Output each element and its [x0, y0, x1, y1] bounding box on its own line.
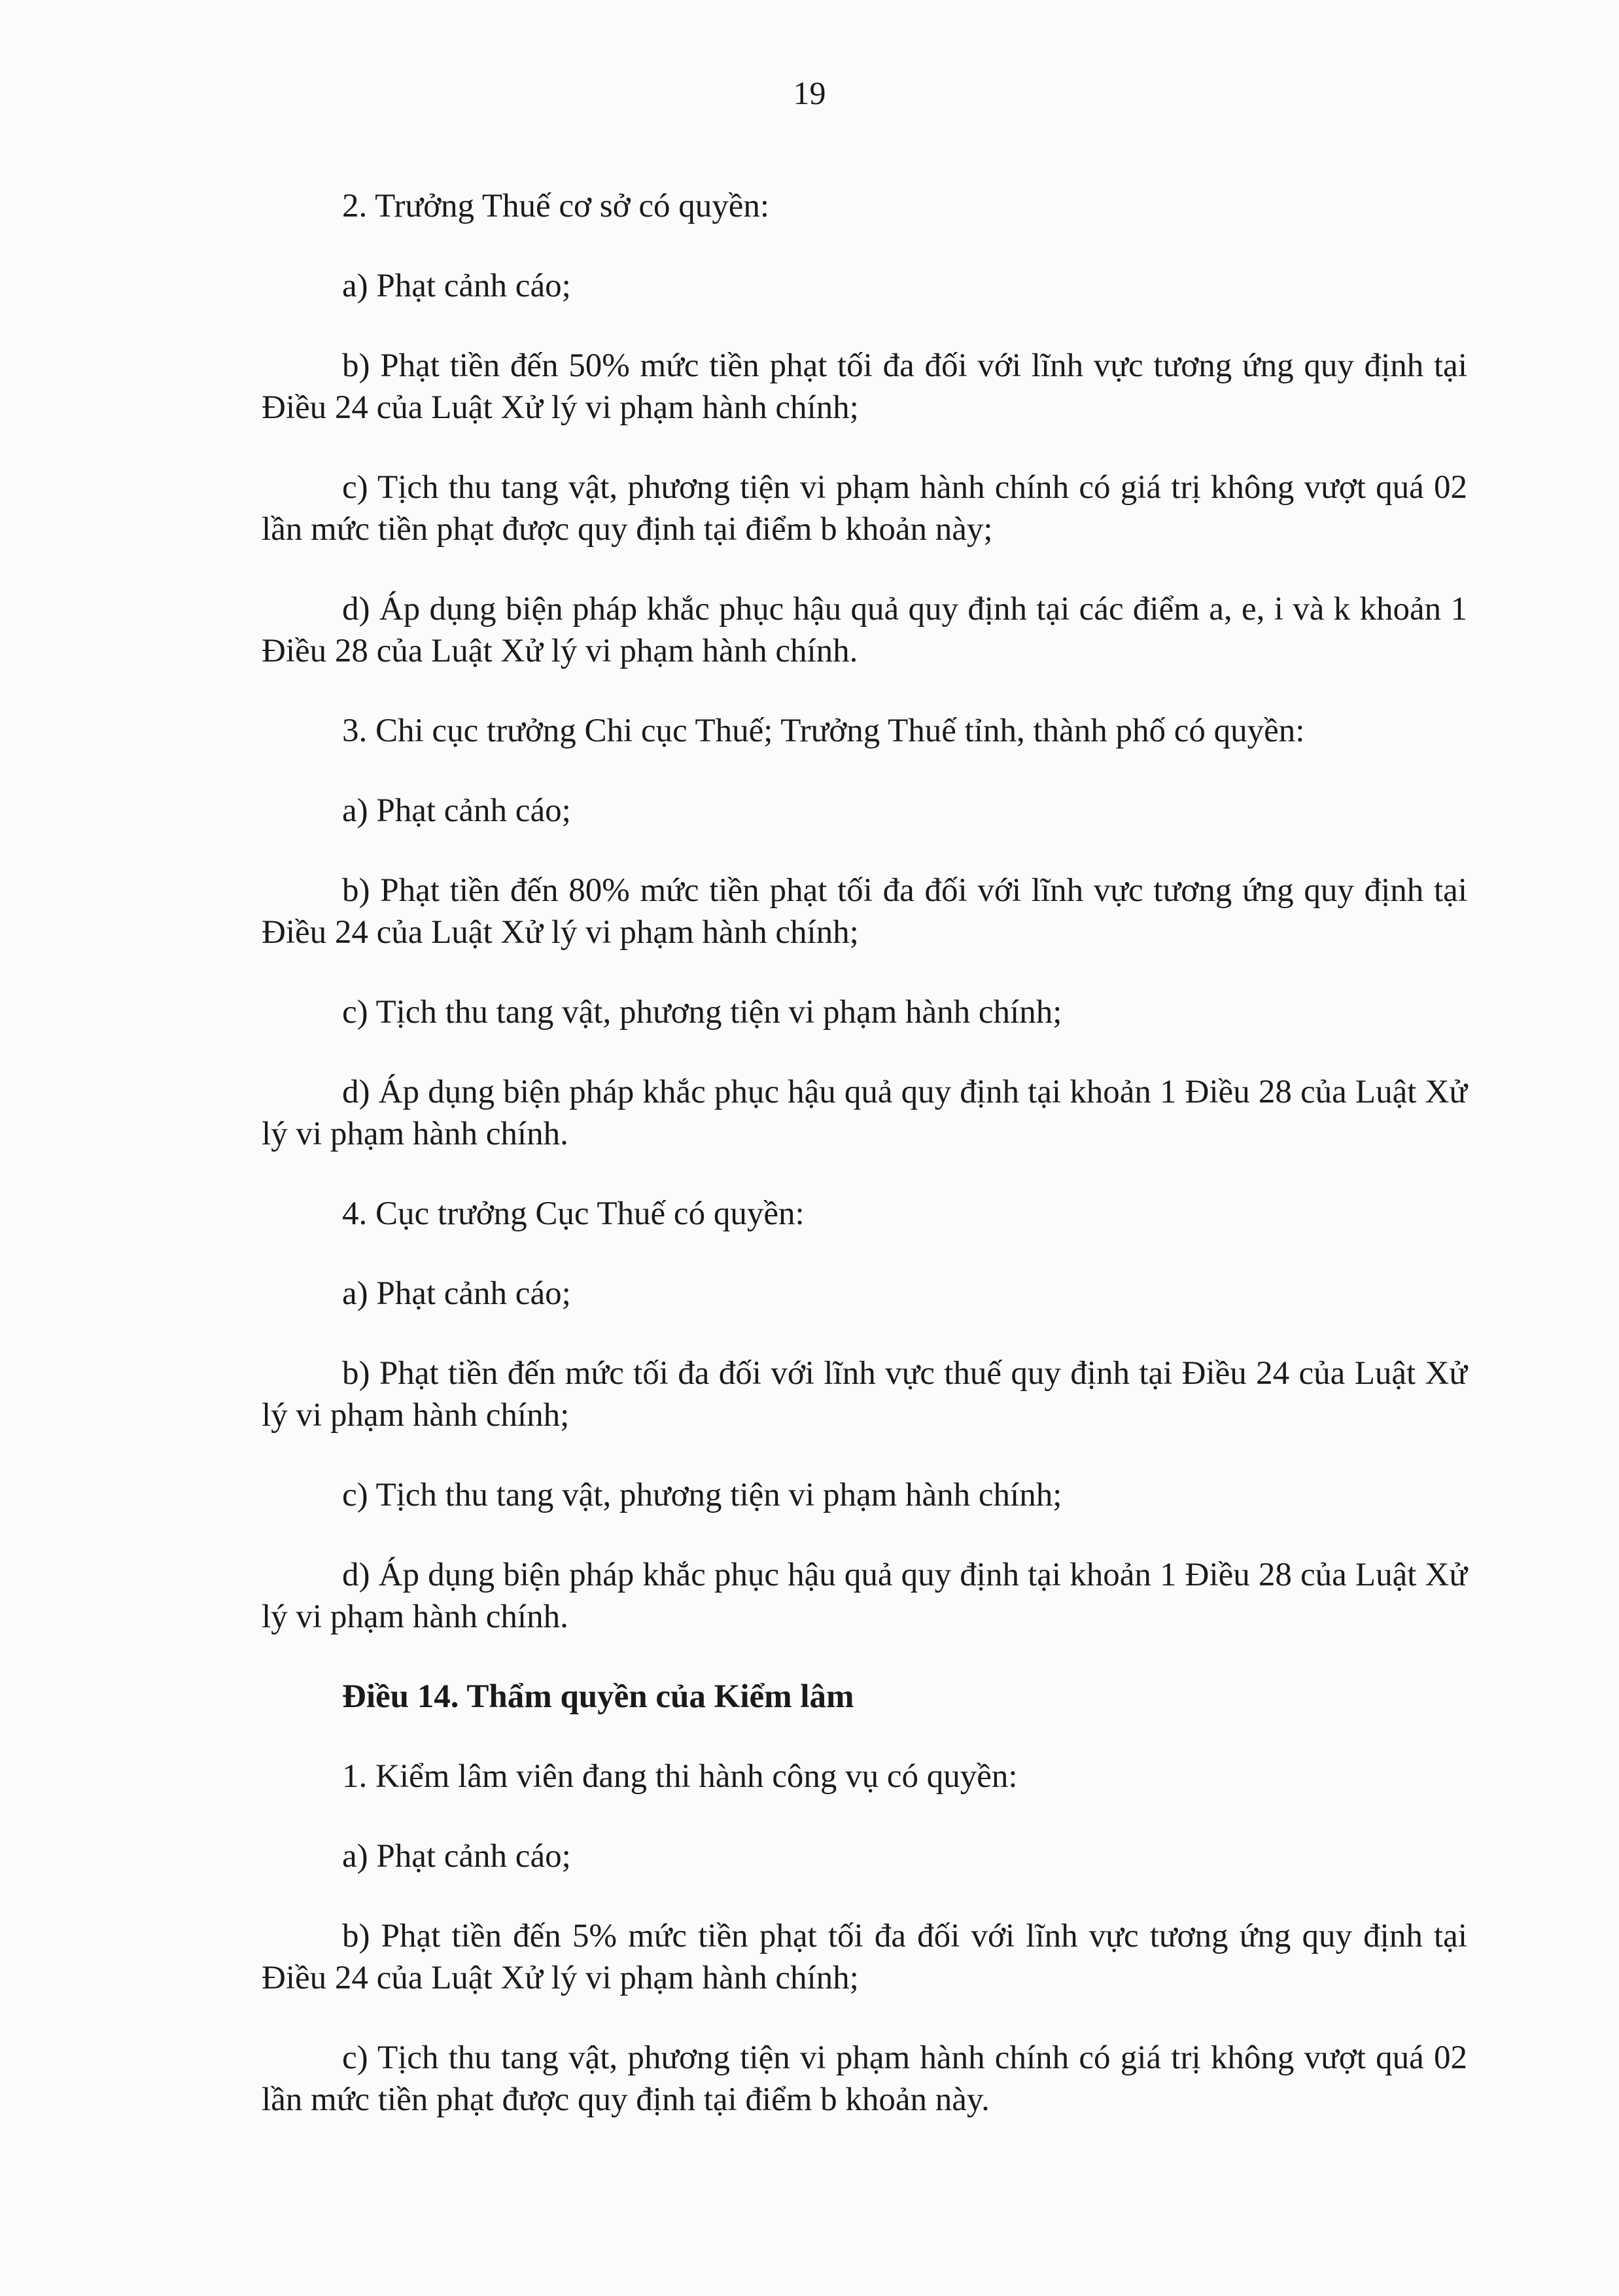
- document-body: [262, 185, 1467, 2159]
- paragraph-article-14-clause-1a: a) Phạt cảnh cáo;: [342, 1838, 571, 1875]
- paragraph-clause-4a: a) Phạt cảnh cáo;: [342, 1275, 571, 1312]
- paragraph-clause-3b: b) Phạt tiền đến 80% mức tiền phạt tối đa đối với lĩnh vực tương ứng quy định tại Điều 24 của Luật Xử lý vi phạm hành chính;: [262, 872, 1467, 951]
- article-14-heading: Điều 14. Thẩm quyền của Kiểm lâm: [342, 1678, 854, 1715]
- paragraph-clause-4: 4. Cục trưởng Cục Thuế có quyền:: [342, 1195, 805, 1232]
- paragraph-clause-3c: c) Tịch thu tang vật, phương tiện vi phạm hành chính;: [342, 994, 1062, 1031]
- paragraph-clause-3: 3. Chi cục trưởng Chi cục Thuế; Trưởng Thuế tỉnh, thành phố có quyền:: [342, 713, 1305, 749]
- paragraph-article-14-clause-1: 1. Kiểm lâm viên đang thi hành công vụ có quyền:: [342, 1758, 1018, 1795]
- paragraph-article-14-clause-1c: c) Tịch thu tang vật, phương tiện vi phạm hành chính có giá trị không vượt quá 02 lần mức tiền phạt được quy định tại điểm b khoản này.: [262, 2040, 1467, 2118]
- paragraph-clause-2a: a) Phạt cảnh cáo;: [342, 268, 571, 304]
- paragraph-clause-2d: d) Áp dụng biện pháp khắc phục hậu quả quy định tại các điểm a, e, i và k khoản 1 Điều 28 của Luật Xử lý vi phạm hành chính.: [262, 591, 1467, 669]
- paragraph-clause-4d: d) Áp dụng biện pháp khắc phục hậu quả quy định tại khoản 1 Điều 28 của Luật Xử lý vi phạm hành chính.: [262, 1557, 1467, 1635]
- paragraph-clause-2b: b) Phạt tiền đến 50% mức tiền phạt tối đa đối với lĩnh vực tương ứng quy định tại Điều 24 của Luật Xử lý vi phạm hành chính;: [262, 347, 1467, 426]
- paragraph-clause-4c: c) Tịch thu tang vật, phương tiện vi phạm hành chính;: [342, 1477, 1062, 1513]
- paragraph-clause-3d: d) Áp dụng biện pháp khắc phục hậu quả quy định tại khoản 1 Điều 28 của Luật Xử lý vi phạm hành chính.: [262, 1074, 1467, 1152]
- paragraph-clause-4b: b) Phạt tiền đến mức tối đa đối với lĩnh vực thuế quy định tại Điều 24 của Luật Xử lý vi phạm hành chính;: [262, 1355, 1467, 1434]
- paragraph-clause-2c: c) Tịch thu tang vật, phương tiện vi phạm hành chính có giá trị không vượt quá 02 lần mức tiền phạt được quy định tại điểm b khoản này;: [262, 469, 1467, 548]
- page-number: 19: [793, 75, 826, 111]
- paragraph-clause-3a: a) Phạt cảnh cáo;: [342, 792, 571, 829]
- paragraph-clause-2: 2. Trưởng Thuế cơ sở có quyền:: [342, 188, 770, 224]
- paragraph-article-14-clause-1b: b) Phạt tiền đến 5% mức tiền phạt tối đa đối với lĩnh vực tương ứng quy định tại Điều 24 của Luật Xử lý vi phạm hành chính;: [262, 1918, 1467, 1996]
